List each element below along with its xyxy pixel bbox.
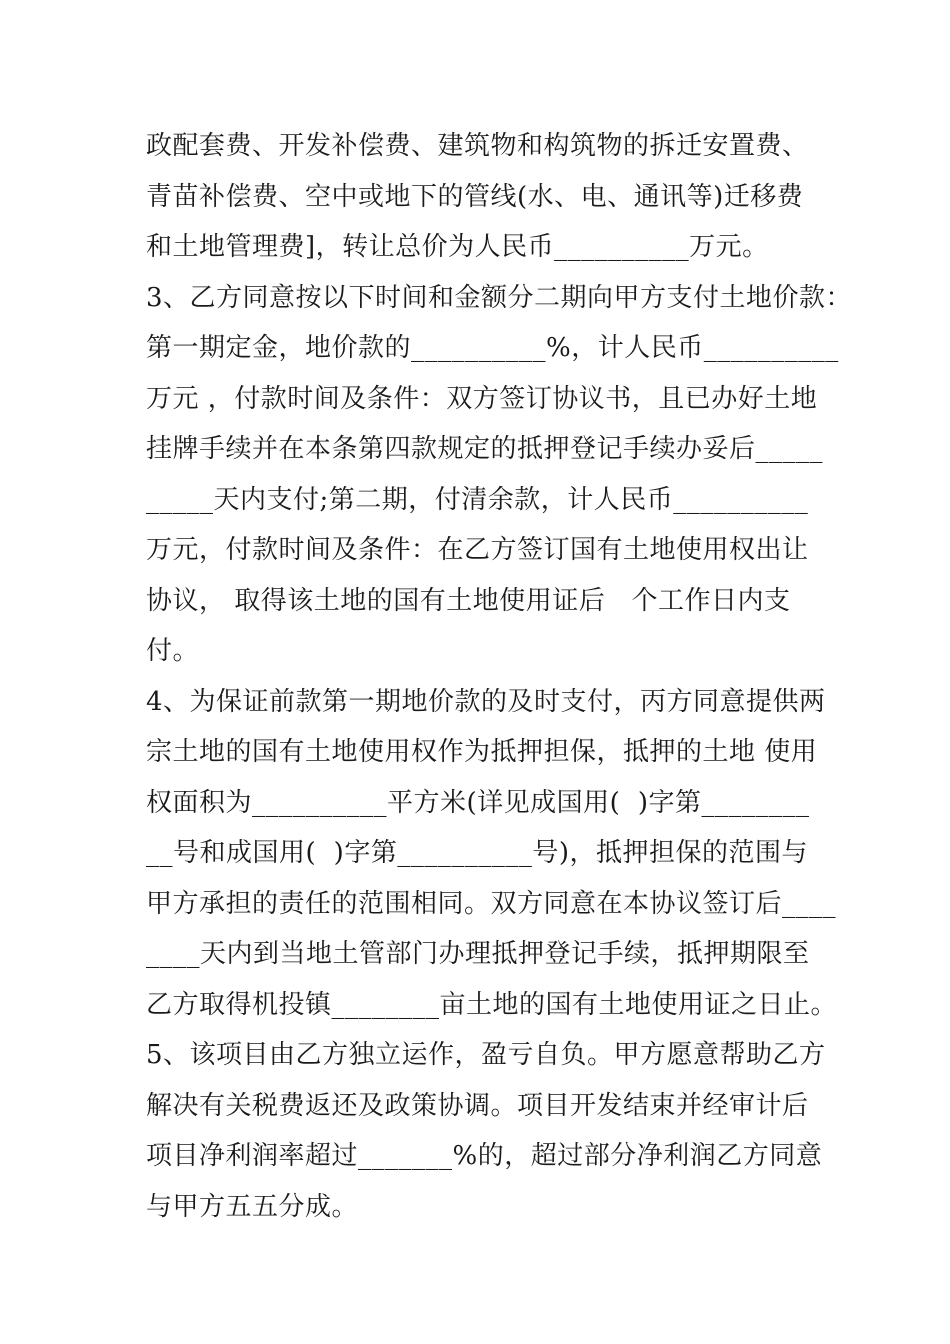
text-line: 付。 [146, 636, 200, 666]
text-line: 挂牌手续并在本条第四款规定的抵押登记手续办妥后_____ [146, 434, 824, 464]
text-line: _____天内支付;第二期，付清余款，计人民币__________ [146, 484, 809, 515]
document-body [146, 121, 853, 1232]
text-line: 甲方承担的责任的范围相同。双方同意在本协议签订后____ [146, 888, 837, 919]
text-line: 解决有关税费返还及政策协调。项目开发结束并经审计后 [146, 1090, 809, 1121]
text-line: 协议， 取得该土地的国有土地使用证后 个工作日内支 [146, 585, 791, 616]
text-line: 万元，付款时间及条件：在乙方签订国有土地使用权出让 [146, 535, 809, 565]
text-line: 与甲方五五分成。 [146, 1191, 359, 1222]
clause-4-line: 4、为保证前款第一期地价款的及时支付，丙方同意提供两 [146, 686, 826, 717]
text-line: 项目净利润率超过_______%的，超过部分净利润乙方同意 [146, 1141, 823, 1171]
text-line: 宗土地的国有土地使用权作为抵押担保，抵押的土地 使用 [146, 737, 818, 767]
text-line: 第一期定金，地价款的__________%，计人民币__________ [146, 333, 839, 363]
text-line: 和土地管理费]，转让总价为人民币__________万元。 [146, 232, 769, 262]
text-line: 乙方取得机投镇________亩土地的国有土地使用证之日止。 [146, 989, 838, 1020]
text-line: 万元 ，付款时间及条件：双方签订协议书，且已办好土地 [146, 383, 818, 414]
text-line: ____天内到当地土管部门办理抵押登记手续，抵押期限至 [146, 939, 810, 969]
text-line: __号和成国用( )字第__________号)，抵押担保的范围与 [146, 838, 808, 868]
text-line: 政配套费、开发补偿费、建筑物和构筑物的拆迁安置费、 [146, 131, 809, 161]
clause-3-line: 3、乙方同意按以下时间和金额分二期向甲方支付土地价款： [146, 282, 853, 313]
text-line: 青苗补偿费、空中或地下的管线(水、电、通讯等)迁移费 [146, 181, 804, 212]
text-line: 权面积为__________平方米(详见成国用( )字第________ [146, 787, 810, 818]
clause-5-line: 5、该项目由乙方独立运作，盈亏自负。甲方愿意帮助乙方 [146, 1040, 826, 1070]
